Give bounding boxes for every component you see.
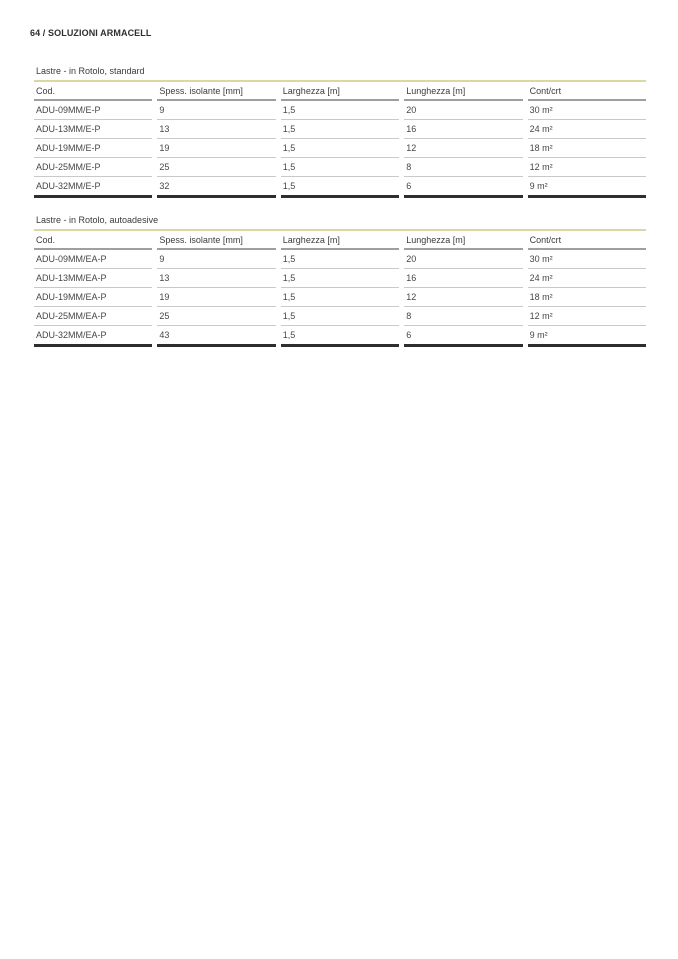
- table-cell: 12 m²: [528, 158, 646, 177]
- table-cell: 20: [404, 250, 522, 269]
- table-row: [34, 120, 646, 139]
- table-cell: ADU-13MM/EA-P: [34, 269, 152, 288]
- table-cell: ADU-19MM/E-P: [34, 139, 152, 158]
- table-cell: 1,5: [281, 269, 399, 288]
- table-cell: 18 m²: [528, 288, 646, 307]
- table-cell: 1,5: [281, 326, 399, 347]
- table-row: [34, 269, 646, 288]
- table-cell: 19: [157, 139, 275, 158]
- column-header: Lunghezza [m]: [404, 231, 522, 250]
- table-row: [34, 250, 646, 269]
- table-cell: 13: [157, 269, 275, 288]
- column-header: Spess. isolante [mm]: [157, 231, 275, 250]
- table-cell: ADU-09MM/E-P: [34, 101, 152, 120]
- column-header: Cod.: [34, 231, 152, 250]
- table-cell: 9 m²: [528, 177, 646, 198]
- column-header: Cont/crt: [528, 82, 646, 101]
- table-cell: 18 m²: [528, 139, 646, 158]
- table-header-row: [34, 231, 646, 250]
- table-cell: 8: [404, 158, 522, 177]
- table-cell: 12: [404, 288, 522, 307]
- table-cell: 1,5: [281, 120, 399, 139]
- table-cell: 1,5: [281, 177, 399, 198]
- column-header: Larghezza [m]: [281, 231, 399, 250]
- table-cell: ADU-13MM/E-P: [34, 120, 152, 139]
- table-cell: ADU-32MM/E-P: [34, 177, 152, 198]
- table-body: [34, 101, 646, 198]
- table-cell: 1,5: [281, 101, 399, 120]
- table-cell: 30 m²: [528, 250, 646, 269]
- table-cell: ADU-25MM/E-P: [34, 158, 152, 177]
- table-cell: ADU-25MM/EA-P: [34, 307, 152, 326]
- table-row: [34, 139, 646, 158]
- table-cell: 8: [404, 307, 522, 326]
- table-cell: 9: [157, 101, 275, 120]
- table-cell: 32: [157, 177, 275, 198]
- table-cell: 1,5: [281, 250, 399, 269]
- table-cell: 1,5: [281, 307, 399, 326]
- table-cell: 6: [404, 326, 522, 347]
- table-header-row: [34, 82, 646, 101]
- table-cell: 20: [404, 101, 522, 120]
- table-row: [34, 326, 646, 347]
- table-cell: 30 m²: [528, 101, 646, 120]
- table-cell: 12: [404, 139, 522, 158]
- table-cell: 1,5: [281, 139, 399, 158]
- table-cell: 12 m²: [528, 307, 646, 326]
- table-row: [34, 177, 646, 198]
- table-cell: 9: [157, 250, 275, 269]
- table-cell: 25: [157, 158, 275, 177]
- table-row: [34, 101, 646, 120]
- table-cell: 16: [404, 269, 522, 288]
- table-title: Lastre - in Rotolo, autoadesive: [36, 215, 159, 225]
- table-cell: 9 m²: [528, 326, 646, 347]
- page-header: 64 / SOLUZIONI ARMACELL: [30, 28, 152, 38]
- table-body: [34, 250, 646, 347]
- table-row: [34, 288, 646, 307]
- table-section-autoadesive: [34, 215, 646, 347]
- table-row: [34, 307, 646, 326]
- table-section-standard: [34, 66, 646, 198]
- table-cell: 1,5: [281, 158, 399, 177]
- table-cell: 25: [157, 307, 275, 326]
- table-cell: 24 m²: [528, 269, 646, 288]
- table-cell: 43: [157, 326, 275, 347]
- table-title: Lastre - in Rotolo, standard: [36, 66, 145, 76]
- table-cell: 16: [404, 120, 522, 139]
- column-header: Lunghezza [m]: [404, 82, 522, 101]
- table-cell: 1,5: [281, 288, 399, 307]
- table-cell: ADU-09MM/EA-P: [34, 250, 152, 269]
- table-cell: ADU-32MM/EA-P: [34, 326, 152, 347]
- column-header: Cod.: [34, 82, 152, 101]
- table-cell: 6: [404, 177, 522, 198]
- table-cell: ADU-19MM/EA-P: [34, 288, 152, 307]
- table-cell: 24 m²: [528, 120, 646, 139]
- column-header: Larghezza [m]: [281, 82, 399, 101]
- column-header: Cont/crt: [528, 231, 646, 250]
- column-header: Spess. isolante [mm]: [157, 82, 275, 101]
- table-cell: 13: [157, 120, 275, 139]
- table-cell: 19: [157, 288, 275, 307]
- table-row: [34, 158, 646, 177]
